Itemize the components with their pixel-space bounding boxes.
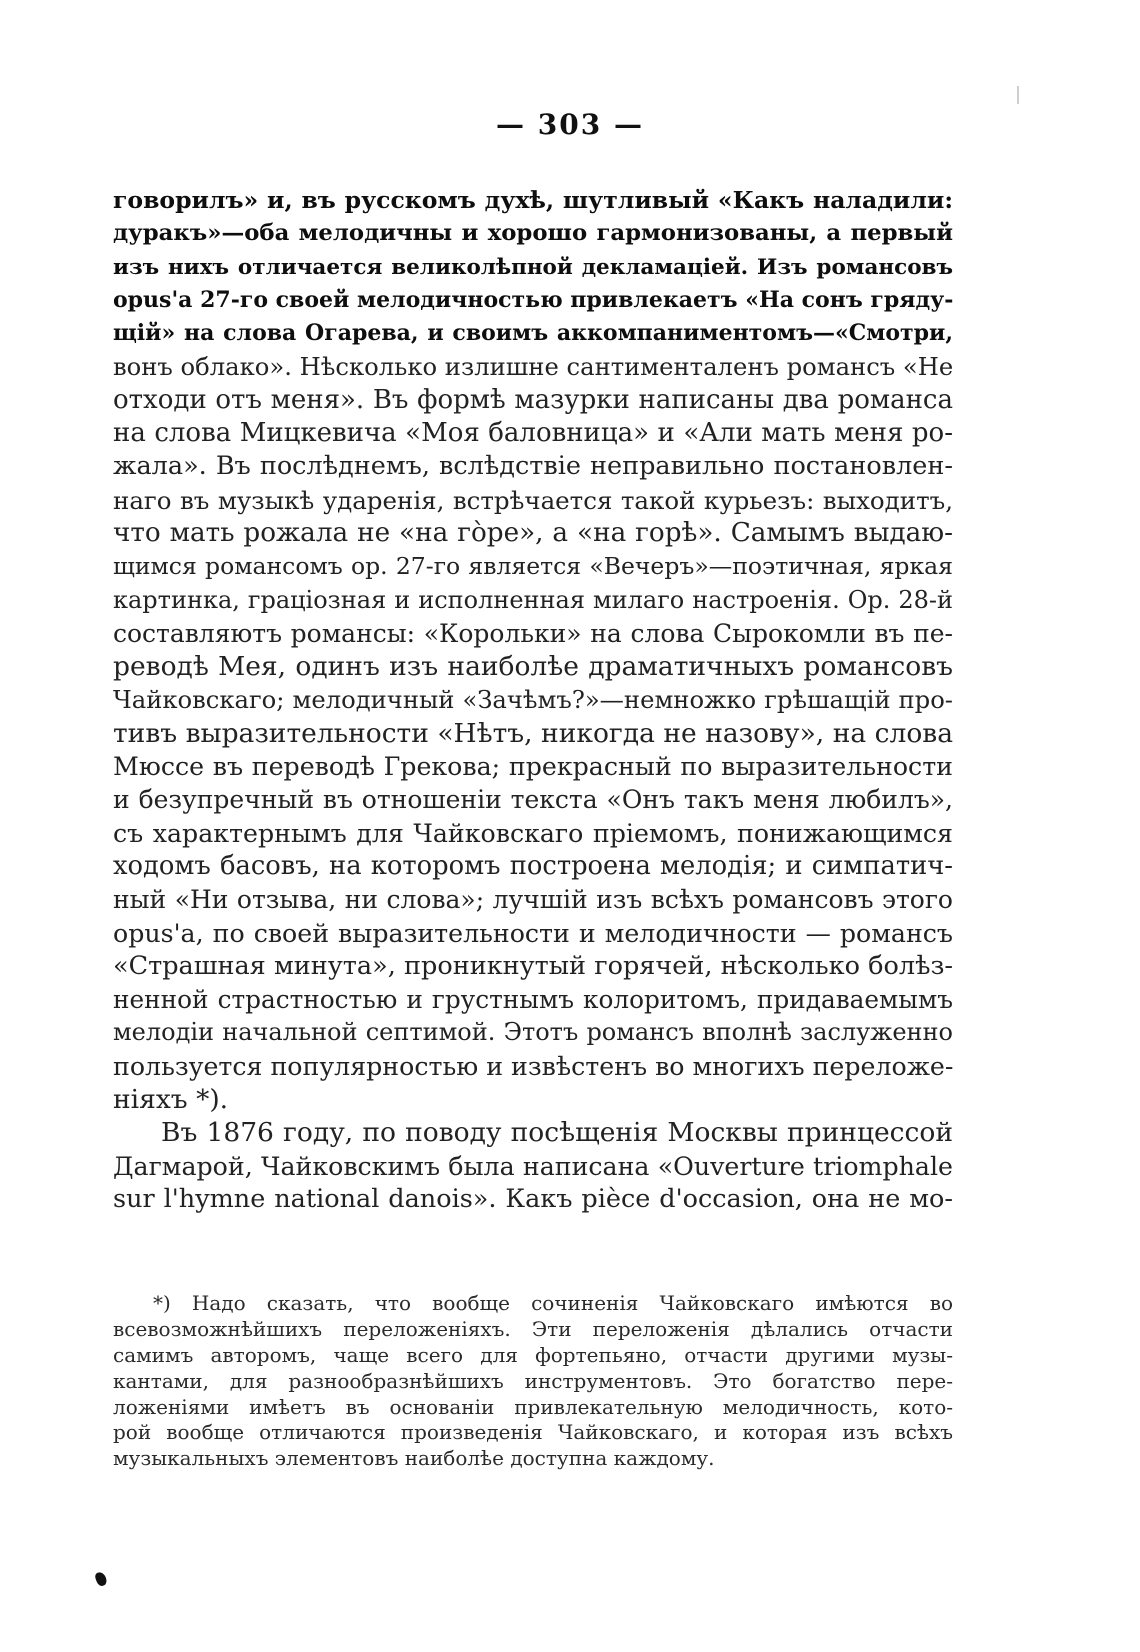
page-number: — 303 — <box>496 108 644 141</box>
footnote-line: самимъ авторомъ, чаще всего для фортепьяно, отчасти другими музы- <box>113 1342 953 1367</box>
text-line: ненной страстностью и грустнымъ колоритомъ, придаваемымъ <box>113 985 953 1015</box>
text-line: «Страшная минута», проникнутый горячей, нѣсколько болѣз- <box>113 950 953 981</box>
text-line: нiяхъ *). <box>113 1084 229 1116</box>
scan-mark <box>1017 86 1019 104</box>
text-line: мелодiи начальной септимой. Этотъ романсъ вполнѣ заслуженно <box>113 1018 953 1047</box>
footnote-line: кантами, для разнообразнѣйшихъ инструментовъ. Это богатство пере- <box>113 1368 953 1393</box>
text-line: Мюссе въ переводѣ Грекова; прекрасный по выразительности <box>113 752 953 782</box>
text-line: и безупречный въ отношенiи текста «Онъ такъ меня любилъ», <box>113 785 953 815</box>
footnote-line: рой вообще отличаются произведенiя Чайковскаго, и которая изъ всѣхъ <box>113 1420 953 1445</box>
text-line: жала». Въ послѣднемъ, вслѣдствiе неправильно постановлен- <box>113 451 953 482</box>
text-line: съ характернымъ для Чайковскаго прiемомъ, понижающимся <box>113 818 953 848</box>
text-line: щiй» на слова Огарева, и своимъ аккомпаниментомъ—«Смотри, <box>113 320 953 347</box>
footnote-line: ложенiями имѣетъ въ основанiи привлекательную мелодичность, кото- <box>113 1394 953 1419</box>
text-line: изъ нихъ отличается великолѣпной декламацiей. Изъ романсовъ <box>113 254 953 280</box>
footnote-line: *) Надо сказать, что вообще сочиненiя Чайковскаго имѣются во <box>153 1291 953 1315</box>
text-line: пользуется популярностью и извѣстенъ во многихъ переложе- <box>113 1051 954 1081</box>
text-line: вонъ облако». Нѣсколько излишне сантименталенъ романсъ «Не <box>113 352 954 382</box>
text-line: ходомъ басовъ, на которомъ построена мелодiя; и симпатич- <box>113 850 953 881</box>
text-line: что мать рожала не «на гòре», а «на горѣ». Самымъ выдаю- <box>113 517 953 548</box>
text-line: opus'а 27-го своей мелодичностью привлекаетъ «На сонъ гряду- <box>113 286 954 313</box>
footnote <box>113 1291 953 1472</box>
text-line: составляютъ романсы: «Корольки» на слова Сырокомли въ пе- <box>113 618 953 648</box>
text-line: наго въ музыкѣ ударенiя, встрѣчается такой курьезъ: выходитъ, <box>113 485 953 515</box>
footnote-line: всевозможнѣйшихъ переложенiяхъ. Эти переложенiя дѣлались отчасти <box>113 1316 953 1341</box>
text-line: на слова Мицкевича «Моя баловница» и «Али мать меня ро- <box>113 418 953 449</box>
text-line: opus'а, по своей выразительности и мелодичности — романсъ <box>113 918 953 948</box>
text-line: ный «Ни отзыва, ни слова»; лучшiй изъ всѣхъ романсовъ этого <box>113 885 953 915</box>
text-line: тивъ выразительности «Нѣтъ, никогда не назову», на слова <box>113 717 953 749</box>
text-line: говорилъ» и, въ русскомъ духѣ, шутливый «Какъ наладили: <box>113 186 953 214</box>
main-text <box>113 184 953 1216</box>
text-line: Чайковскаго; мелодичный «Зачѣмъ?»—немножко грѣшащiй про- <box>113 685 953 715</box>
text-line: реводѣ Мея, одинъ изъ наиболѣе драматичныхъ романсовъ <box>113 651 953 683</box>
text-line: sur l'hymne national danois». Какъ pièce d'occasion, она не мо- <box>113 1183 953 1214</box>
text-line: отходи отъ меня». Въ формѣ мазурки написаны два романса <box>113 384 953 415</box>
text-line: Дагмарой, Чайковскимъ была написана «Ouverture triomphale <box>113 1151 953 1181</box>
text-line: щимся романсомъ ор. 27-го является «Вечеръ»—поэтичная, яркая <box>113 552 953 581</box>
text-line: дуракъ»—оба мелодичны и хорошо гармонизованы, а первый <box>113 220 953 247</box>
text-line: Въ 1876 году, по поводу посѣщенiя Москвы принцессой <box>161 1117 953 1149</box>
footnote-line: музыкальныхъ элементовъ наиболѣе доступна каждому. <box>113 1446 715 1471</box>
ink-speck <box>94 1571 108 1588</box>
text-line: картинка, грацiозная и исполненная милаго настроенiя. Ор. 28-й <box>113 585 953 614</box>
